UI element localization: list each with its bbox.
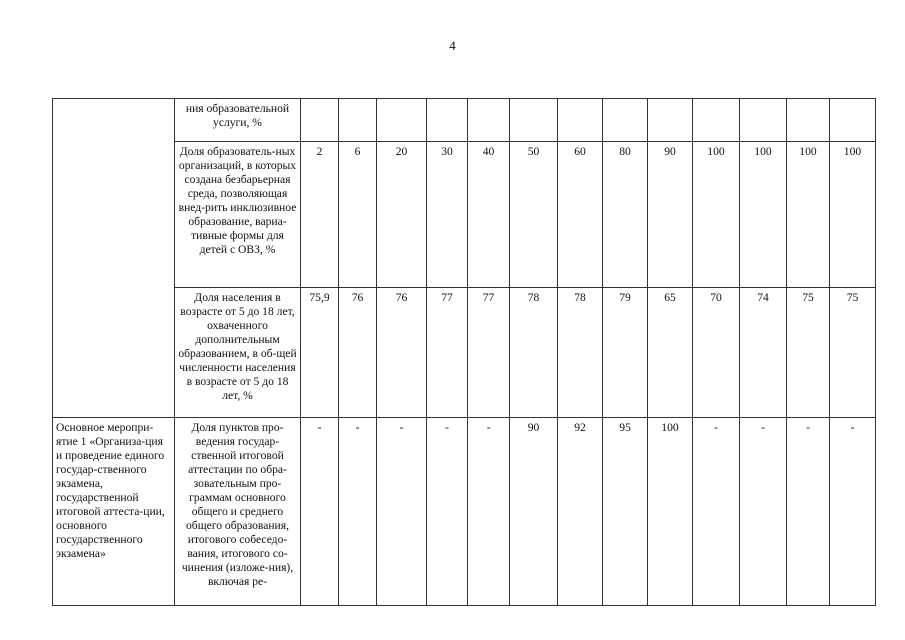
value-cell: 100 [787,142,830,288]
value-cell: 70 [693,288,740,418]
value-cell: 30 [427,142,468,288]
value-cell [603,99,648,142]
value-cell: 75,9 [301,288,339,418]
value-cell: - [427,418,468,606]
value-cell: 100 [830,142,876,288]
value-cell: 60 [558,142,603,288]
value-cell: 100 [693,142,740,288]
value-cell [693,99,740,142]
value-cell: 92 [558,418,603,606]
value-cell: 77 [468,288,510,418]
indicator-table [52,98,876,606]
value-cell: 2 [301,142,339,288]
value-cell [468,99,510,142]
value-cell: 77 [427,288,468,418]
value-cell: - [339,418,377,606]
value-cell: - [377,418,427,606]
value-cell: 100 [740,142,787,288]
value-cell [787,99,830,142]
value-cell: 78 [558,288,603,418]
indicator-cell: Доля пунктов про-ведения государ-ственной итоговой аттестации по обра-зовательным про-граммам основного общего и среднего общего образования, итогового собеседо-вания, итогового со-чинения (изложе-ния), включая ре- [175,418,301,606]
indicator-cell: Доля населения в возрасте от 5 до 18 лет, охваченного дополнительным образованием, в об-щей численности населения в возрасте от 5 до 18 лет, % [175,288,301,418]
table-row [53,142,876,288]
table-body [53,99,876,606]
value-cell: - [830,418,876,606]
value-cell: 76 [377,288,427,418]
table-row [53,99,876,142]
event-cell [53,99,175,418]
value-cell [558,99,603,142]
value-cell: 79 [603,288,648,418]
value-cell: - [787,418,830,606]
value-cell: 78 [510,288,558,418]
value-cell: 50 [510,142,558,288]
value-cell [830,99,876,142]
value-cell: - [693,418,740,606]
value-cell: - [468,418,510,606]
value-cell: 90 [510,418,558,606]
value-cell [648,99,693,142]
value-cell: - [740,418,787,606]
value-cell: 80 [603,142,648,288]
indicator-cell: ния образовательной услуги, % [175,99,301,142]
table-row [53,288,876,418]
value-cell [377,99,427,142]
event-cell: Основное меропри-ятие 1 «Организа-ция и проведение единого государ-ственного экзамена, государственной итоговой аттеста-ции, основного государственного экзамена» [53,418,175,606]
value-cell: 6 [339,142,377,288]
page-number: 4 [449,38,456,53]
table-row [53,418,876,606]
value-cell [339,99,377,142]
value-cell: 65 [648,288,693,418]
indicator-cell: Доля образователь-ных организаций, в которых создана безбарьерная среда, позволяющая внед-рить инклюзивное образование, вариа-тивные формы для детей с ОВЗ, % [175,142,301,288]
value-cell: 76 [339,288,377,418]
value-cell: 100 [648,418,693,606]
value-cell: 20 [377,142,427,288]
value-cell [427,99,468,142]
value-cell: 95 [603,418,648,606]
value-cell: 40 [468,142,510,288]
value-cell: 74 [740,288,787,418]
value-cell: 75 [787,288,830,418]
value-cell: 90 [648,142,693,288]
value-cell [510,99,558,142]
value-cell: 75 [830,288,876,418]
value-cell: - [301,418,339,606]
value-cell [740,99,787,142]
value-cell [301,99,339,142]
